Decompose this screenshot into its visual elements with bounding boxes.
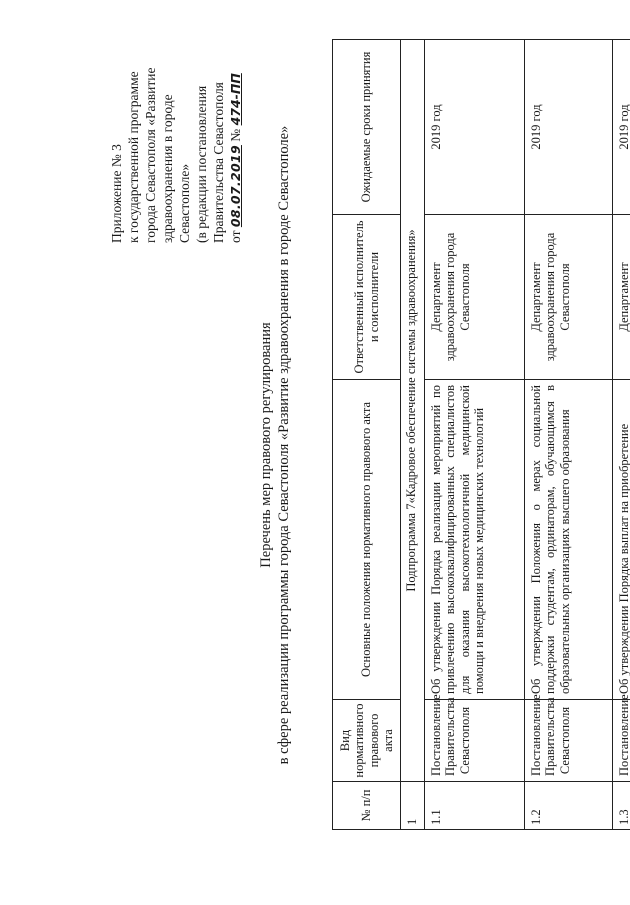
subprogram-title: Подпрограмма 7«Кадровое обеспечение системы здравоохранения»: [401, 40, 425, 782]
table-index-row: [401, 40, 425, 830]
appendix-block: [108, 33, 244, 243]
row-type: Постановление Правительства Севастополя: [424, 700, 524, 782]
header-type: Вид нормативного правового акта: [333, 700, 401, 782]
table-header-row: [333, 40, 401, 830]
handwritten-date: 08.07.2019: [228, 145, 243, 228]
appendix-date-line: [227, 33, 244, 243]
row-executor: Департамент здравоохранения города Севастополя: [524, 215, 612, 380]
table-row: [524, 40, 612, 830]
header-executor: Ответственный исполнитель и соисполнители: [333, 215, 401, 380]
row-provisions: Об утверждении Положения о мерах социальной поддержки студентам, ординаторам, обучающимся в образовательных организациях высшего образования: [524, 380, 612, 700]
document-title: Перечень мер правового регулирования: [258, 322, 274, 568]
appendix-line: Приложение № 3: [109, 144, 124, 243]
header-provisions: Основные положения нормативного правового акта: [333, 380, 401, 700]
row-provisions: Об утверждении Порядка реализации мероприятий по привлечению высококвалифицированных специалистов для оказания высокотехнологичной медицинской помощи и внедрения новых медицинских технологий: [424, 380, 524, 700]
row-deadline: 2019 год: [524, 40, 612, 215]
number-prefix: №: [228, 128, 243, 142]
header-num: № п/п: [333, 782, 401, 830]
row-type: Постановление Правительства Севастополя: [524, 700, 612, 782]
row-deadline: 2019 год: [612, 40, 630, 215]
appendix-line: (в редакции постановления: [194, 85, 209, 243]
row-executor: Департамент: [612, 215, 630, 380]
appendix-line: к государственной программе: [126, 71, 141, 243]
row-type: Постановление: [612, 700, 630, 782]
row-executor: Департамент здравоохранения города Севастополя: [424, 215, 524, 380]
document-subtitle: в сфере реализации программы города Севастополя «Развитие здравоохранения в городе Севастополе»: [276, 125, 292, 765]
regulation-table: [332, 39, 630, 830]
header-deadline: Ожидаемые сроки принятия: [333, 40, 401, 215]
row-deadline: 2019 год: [424, 40, 524, 215]
appendix-line: здравоохранения в городе: [160, 94, 175, 243]
appendix-line: Севастополе»: [177, 163, 192, 243]
appendix-line: города Севастополя «Развитие: [143, 67, 158, 243]
row-provisions: Об утверждении Порядка выплат на приобретение: [612, 380, 630, 700]
table-row: [424, 40, 524, 830]
appendix-line: Правительства Севастополя: [211, 82, 226, 243]
handwritten-number: 474-ПП: [228, 73, 243, 126]
row-num: 1.1: [424, 782, 524, 830]
table-row: [612, 40, 630, 830]
row-num: 1.2: [524, 782, 612, 830]
index-cell: 1: [401, 782, 425, 830]
date-prefix: от: [228, 230, 243, 243]
row-num: 1.3: [612, 782, 630, 830]
